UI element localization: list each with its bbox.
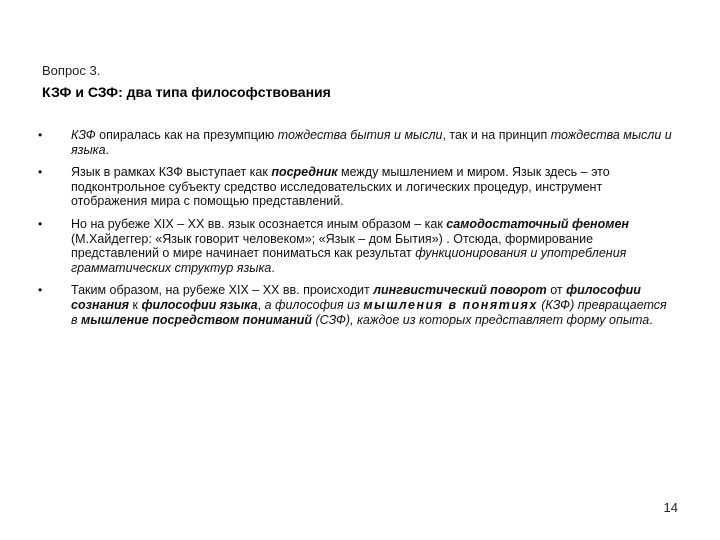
slide-title: КЗФ и СЗФ: два типа философствования [42, 84, 331, 100]
bullet-text: . [105, 142, 110, 157]
keyword-text: лингвистический поворот [373, 283, 547, 298]
bullet-text: (М.Хайдеггер: «Язык говорит человеком»; «Язык – дом Бытия») . Отсюда, формирование представлений о мире начинает пониматься как результат [71, 231, 594, 261]
bullet-text: от [546, 283, 567, 298]
keyword-text: посредник [271, 165, 338, 180]
bullet-item [36, 217, 676, 275]
emphasis-text: функционирования и употребления грамматических структур языка [71, 246, 627, 275]
bullet-item [36, 283, 676, 327]
bullet-item [36, 165, 676, 209]
bullet-icon: • [38, 165, 43, 180]
bullet-text: . [649, 312, 653, 327]
keyword-text: философии языка [141, 297, 258, 312]
emphasis-text: а философия из [264, 297, 364, 312]
term-kzf: КЗФ [71, 128, 96, 142]
bullet-text: , [257, 297, 265, 312]
emphasis-text: (СЗФ), каждое из которых представляет форму опыта [312, 312, 650, 327]
bullet-icon: • [38, 128, 43, 142]
bullet-icon: • [38, 216, 43, 231]
keyword-text: мышления в понятиях [363, 297, 538, 312]
keyword-text: философии сознания [71, 283, 641, 312]
bullet-text: Таким образом, на рубеже XIX – XX вв. происходит [71, 283, 374, 298]
emphasis-text: тождества бытия и мысли [277, 128, 443, 142]
bullet-text: между мышлением и миром. Язык здесь – это подконтрольное субъекту средство исследовательских и логических процедур, инструмент отображения мира с помощью представлений. [71, 165, 610, 209]
bullet-text: . [271, 260, 275, 275]
keyword-text: самодостаточный феномен [446, 216, 629, 231]
bullet-icon: • [38, 283, 43, 298]
bullet-item [36, 128, 676, 157]
keyword-text: мышление посредством пониманий [81, 312, 313, 327]
emphasis-text: тождества мысли и языка [71, 128, 672, 157]
page-number: 14 [663, 500, 678, 515]
bullet-text: Но на рубеже XIX – XX вв. язык осознается иным образом – как [71, 216, 447, 231]
emphasis-text: (КЗФ) превращается в [71, 297, 667, 327]
bullet-text: Язык в рамках КЗФ выступает как [71, 165, 272, 180]
slide-subtitle: Вопрос 3. [42, 63, 101, 78]
bullet-text: опиралась как на презумпцию [95, 128, 278, 142]
bullet-text: , так и на принцип [442, 128, 551, 142]
bullet-text: к [129, 297, 142, 312]
bullet-list [36, 128, 676, 327]
